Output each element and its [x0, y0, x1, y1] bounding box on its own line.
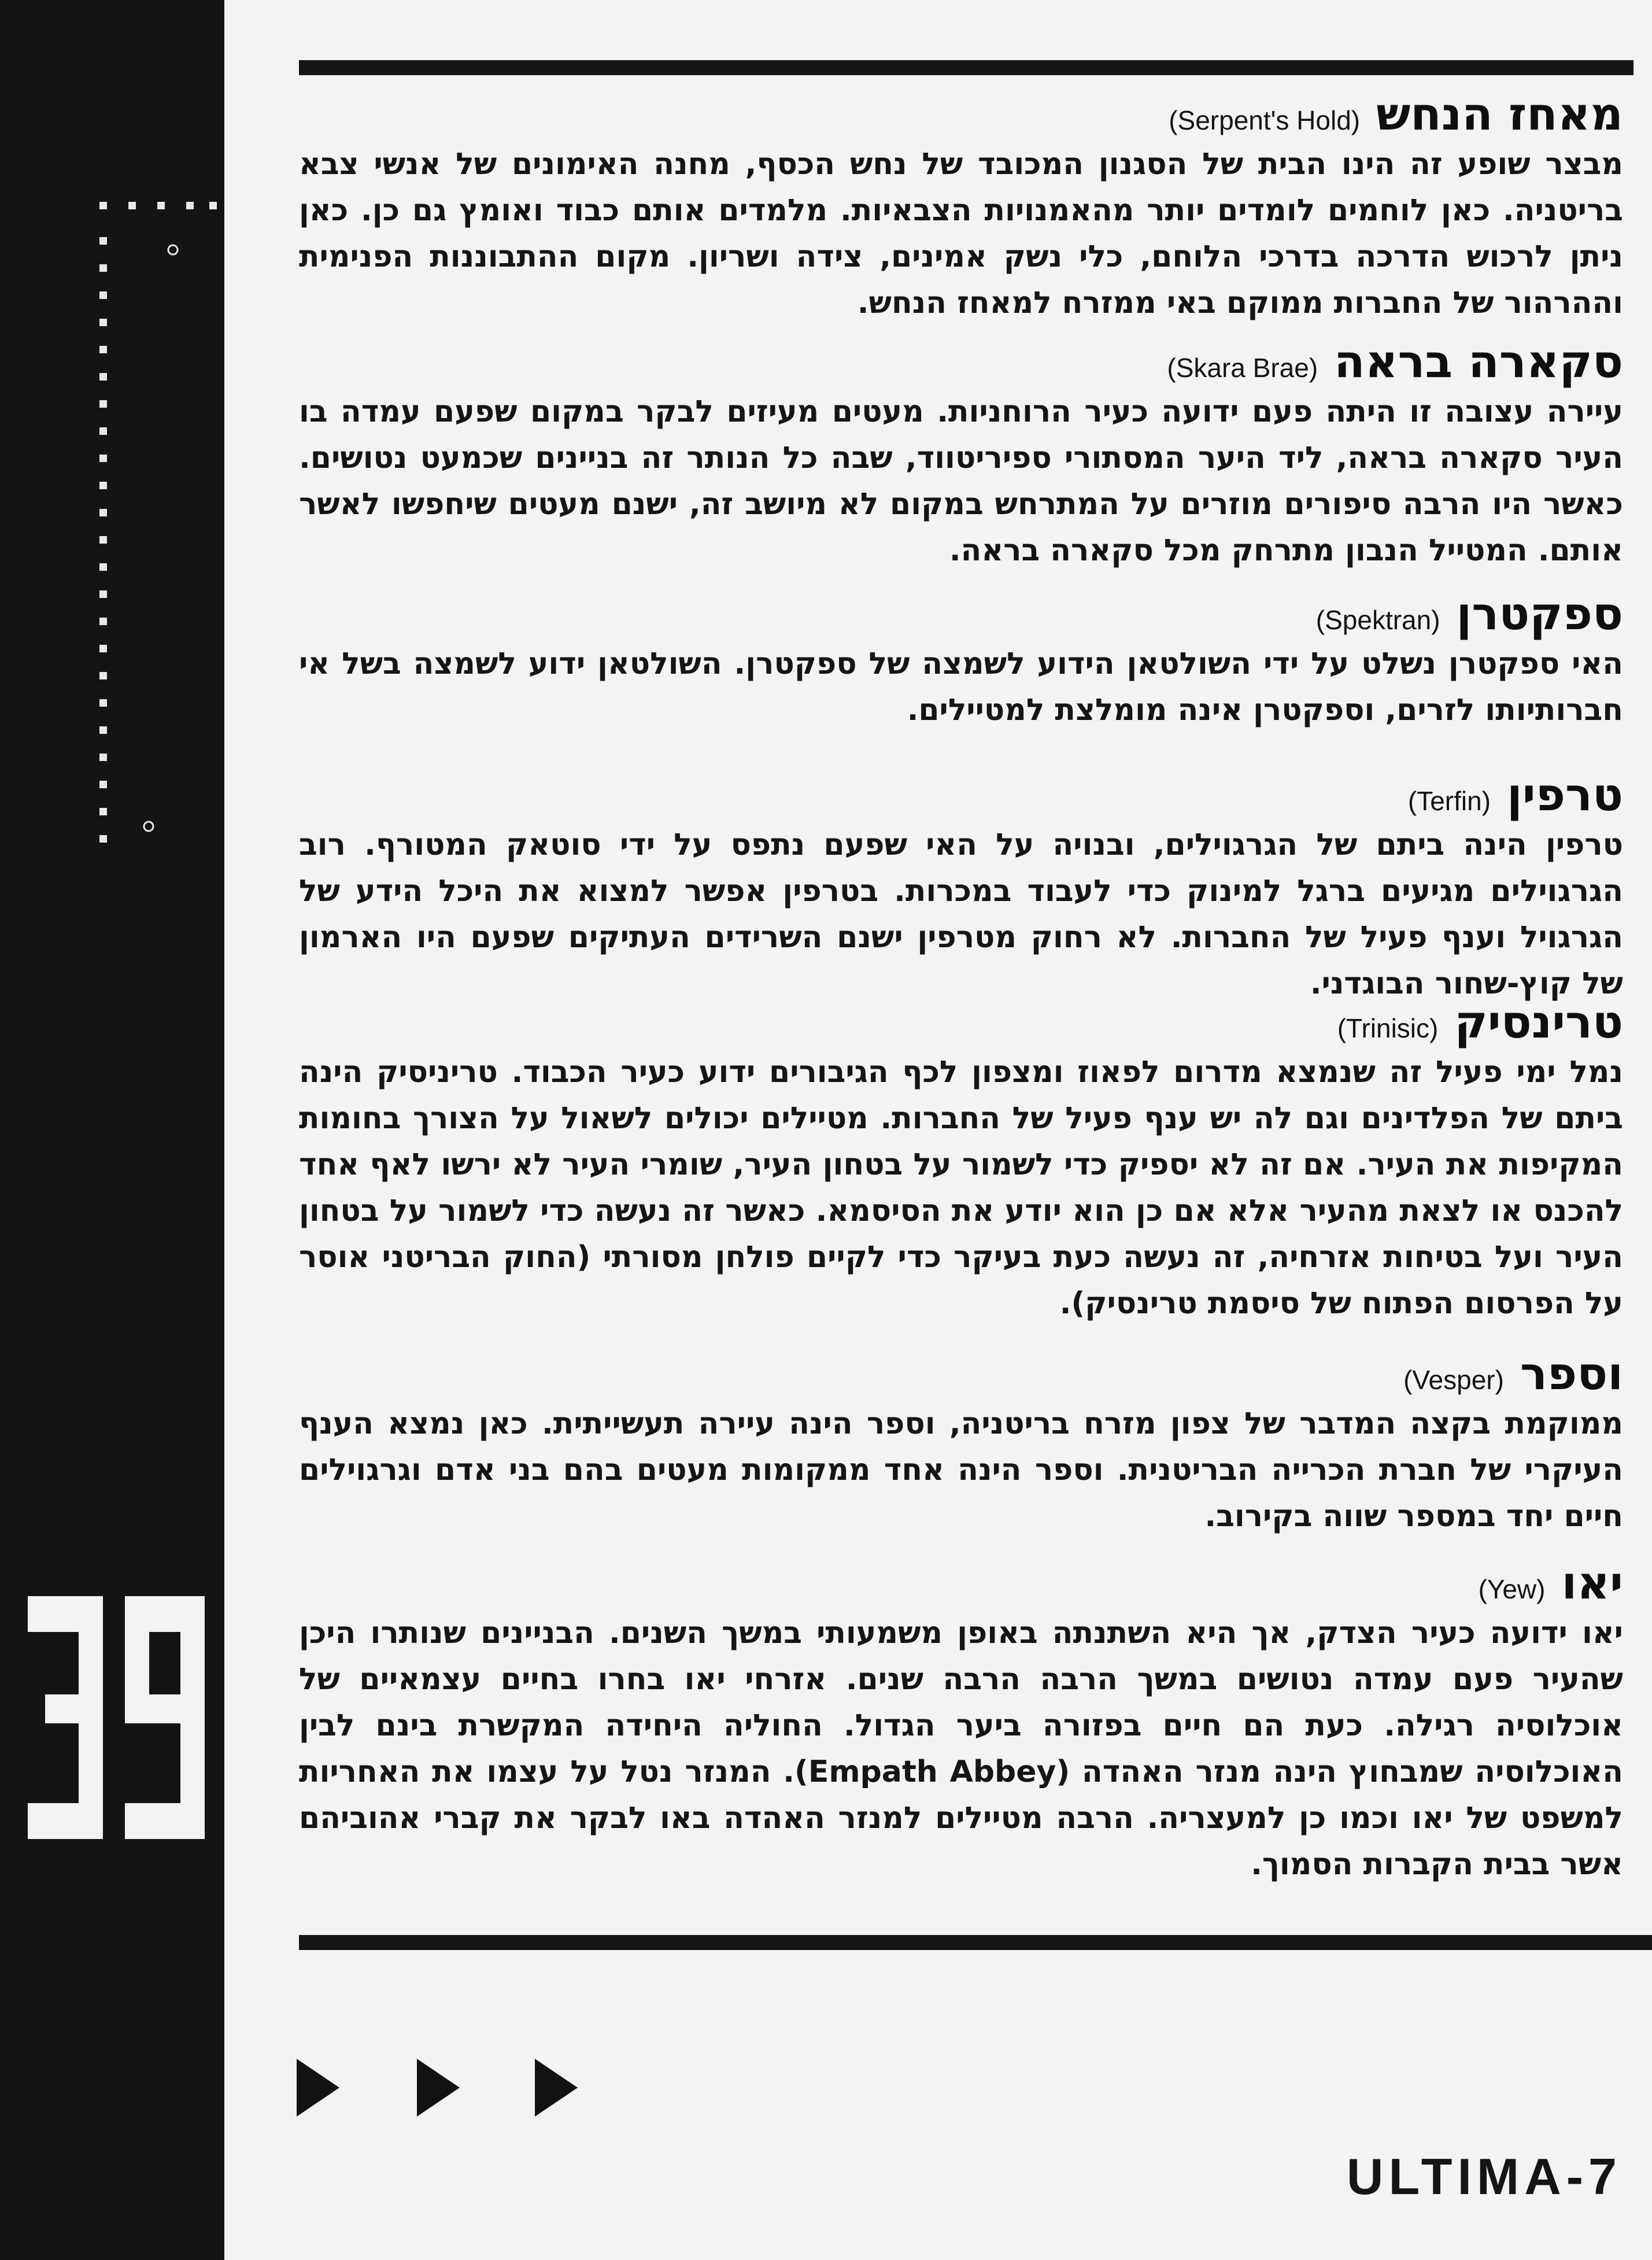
left-black-margin: [0, 0, 224, 2260]
dot-square: [186, 202, 194, 209]
dot-pattern-decoration: [0, 0, 224, 925]
entry-title: טרינסיק: [1454, 996, 1623, 1048]
dot-square: [99, 237, 107, 245]
entry-title: מאחז הנחש: [1376, 88, 1623, 141]
dot-square: [99, 455, 107, 462]
entry-skara-brae: [299, 335, 1623, 574]
entry-latin-name: (Terfin): [1407, 786, 1491, 816]
dot-square: [99, 373, 107, 381]
dot-square: [99, 672, 107, 680]
entry-spektran: [299, 588, 1623, 733]
dot-square: [99, 346, 107, 353]
dot-square: [99, 319, 107, 326]
entry-body: טרפין הינה ביתם של הגרגוילים, ובנויה על האי שפעם נתפס על ידי סוטאק המטורף. רוב הגרגוילים מגיעים ברגל למינוק כדי לעבוד במכרות. בטרפין אפשר למצוא את היכל הידע של הגרגויל וענף פעיל של החברות. לא רחוק מטרפין ישנם השרידים העתיקים שפעם היו הארמון של קוץ-שחור הבוגדני.: [299, 828, 1623, 1001]
entry-latin-name: (Serpent's Hold): [1169, 105, 1361, 135]
entry-title: יאו: [1561, 1557, 1623, 1609]
entry-title: סקארה בראה: [1334, 336, 1623, 388]
entry-latin-name: (Yew): [1478, 1574, 1546, 1604]
entry-title: טרפין: [1507, 769, 1623, 821]
page-number-graphic: [23, 1585, 214, 1851]
entry-title: וספר: [1520, 1348, 1623, 1400]
dot-square: [99, 563, 107, 571]
dot-square: [99, 536, 107, 544]
dot-square: [99, 590, 107, 598]
entry-body: נמל ימי פעיל זה שנמצא מדרום לפאוז ומצפון לכף הגיבורים ידוע כעיר הכבוד. טריניסיק הינה ביתם של הפלדינים וגם לה יש ענף פעיל של החברות. מטיילים יכולים לשאול על הצורך בחומות המקיפות את העיר. אם זה לא יספיק כדי לשמור על בטחון העיר, שומרי העיר לא ירשו לאף אחד להכנס או לצאת מהעיר אלא אם כן הוא יודע את הסיסמא. כאשר זה נעשה כדי לשמור על בטחון העיר ועל בטיחות אזרחיה, זה נעשה כעת בעיקר כדי לקיים פולחן מסורתי (החוק הבריטני אוסר על הפרסום הפתוח של סיסמת טרינסיק).: [299, 1055, 1623, 1321]
dot-square: [99, 482, 107, 489]
entry-terfin: [299, 769, 1623, 1007]
entry-heading: [299, 88, 1623, 141]
dot-square: [99, 291, 107, 299]
top-rule: [299, 60, 1633, 75]
entry-latin-name: (Skara Brae): [1167, 353, 1318, 383]
entry-yew: [299, 1557, 1623, 1888]
entry-vesper: [299, 1347, 1623, 1539]
dot-square: [157, 202, 165, 209]
entry-body: האי ספקטרן נשלט על ידי השולטאן הידוע לשמצה של ספקטרן. השולטאן ידוע לשמצה בשל אי חברותיותו לזרים, וספקטרן אינה מומלצת למטיילים.: [299, 647, 1623, 728]
dot-square: [99, 808, 107, 815]
dot-square: [99, 835, 107, 843]
dot-square: [99, 427, 107, 435]
entry-heading: [299, 996, 1623, 1049]
entry-latin-name: (Vesper): [1403, 1365, 1504, 1395]
dot-square: [99, 726, 107, 734]
entry-body: עיירה עצובה זו היתה פעם ידועה כעיר הרוחניות. מעטים מעיזים לבקר במקום שפעם עמדה בו העיר סקארה בראה, ליד היער המסתורי ספיריטווד, שבה כל הנותר זה בניינים שכמעט נטושים. כאשר היו הרבה סיפורים מוזרים על המתרחש במקום לא מיושב זה, ישנם מעטים שיחפשו לאשר אותם. המטייל הנבון מתרחק מכל סקארה בראה.: [299, 394, 1623, 568]
entry-title: ספקטרן: [1456, 588, 1623, 640]
dot-square: [99, 781, 107, 788]
dot-square: [99, 509, 107, 516]
entry-body: ממוקמת בקצה המדבר של צפון מזרח בריטניה, וספר הינה עיירה תעשייתית. כאן נמצא הענף העיקרי של חברת הכרייה הבריטנית. וספר הינה אחד ממקומות מעטים בהם בני אדם וגרגוילים חיים יחד במספר שווה בקירוב.: [299, 1406, 1623, 1534]
entry-body: מבצר שופע זה הינו הבית של הסגנון המכובד של נחש הכסף, מחנה האימונים של אנשי צבא בריטניה. כאן לוחמים לומדים יותר מהאמנויות הצבאיות. מלמדים אותם כבוד ואומץ גם כן. כאן ניתן לרכוש הדרכה בדרכי הלוחם, כלי נשק אמינים, צידה ושריון. מקום ההתבוננות הפנימית וההרהור של החברות ממוקם באי ממזרח למאחז הנחש.: [299, 147, 1623, 320]
dot-square: [99, 618, 107, 625]
entry-trinsic: [299, 996, 1623, 1327]
dot-square: [209, 202, 217, 209]
triangle-arrows-decoration: [292, 2033, 593, 2125]
entry-latin-name: (Trinisic): [1337, 1013, 1439, 1043]
entry-latin-name: (Spektran): [1315, 605, 1440, 635]
dot-ring: [144, 822, 153, 831]
entry-serpents-hold: [299, 88, 1623, 326]
dot-square: [99, 699, 107, 707]
dot-square: [99, 400, 107, 408]
entry-body: יאו ידועה כעיר הצדק, אך היא השתנתה באופן משמעותי במשך השנים. הבניינים שנותרו היכן שהעיר פעם עמדה נטושים במשך הרבה הרבה שנים. אזרחי יאו בחרו בחיים עצמאיים של אוכלוסיה רגילה. כעת הם חיים בפזורה ביער הגדול. החוליה היחידה המקשרת בינם לבין האוכלוסיה שמבחוץ הינה מנזר האהדה (Empath Abbey). המנזר נטל על עצמו את האחריות למשפט של יאו וכמו כן למעצריה. הרבה מטיילים למנזר האהדה באו לבקר את קברי אהוביהם אשר בבית הקברות הסמוך.: [299, 1616, 1623, 1882]
dot-ring: [168, 245, 178, 254]
entry-heading: [299, 1347, 1623, 1401]
footer-brand: ULTIMA-7: [1346, 2148, 1622, 2205]
dot-square: [99, 202, 107, 209]
dot-square: [99, 754, 107, 761]
bottom-rule: [299, 1935, 1652, 1950]
entry-heading: [299, 335, 1623, 389]
dot-square: [99, 264, 107, 272]
entry-heading: [299, 769, 1623, 822]
dot-square: [128, 202, 136, 209]
entry-heading: [299, 588, 1623, 641]
dot-square: [99, 645, 107, 652]
entry-heading: [299, 1557, 1623, 1610]
